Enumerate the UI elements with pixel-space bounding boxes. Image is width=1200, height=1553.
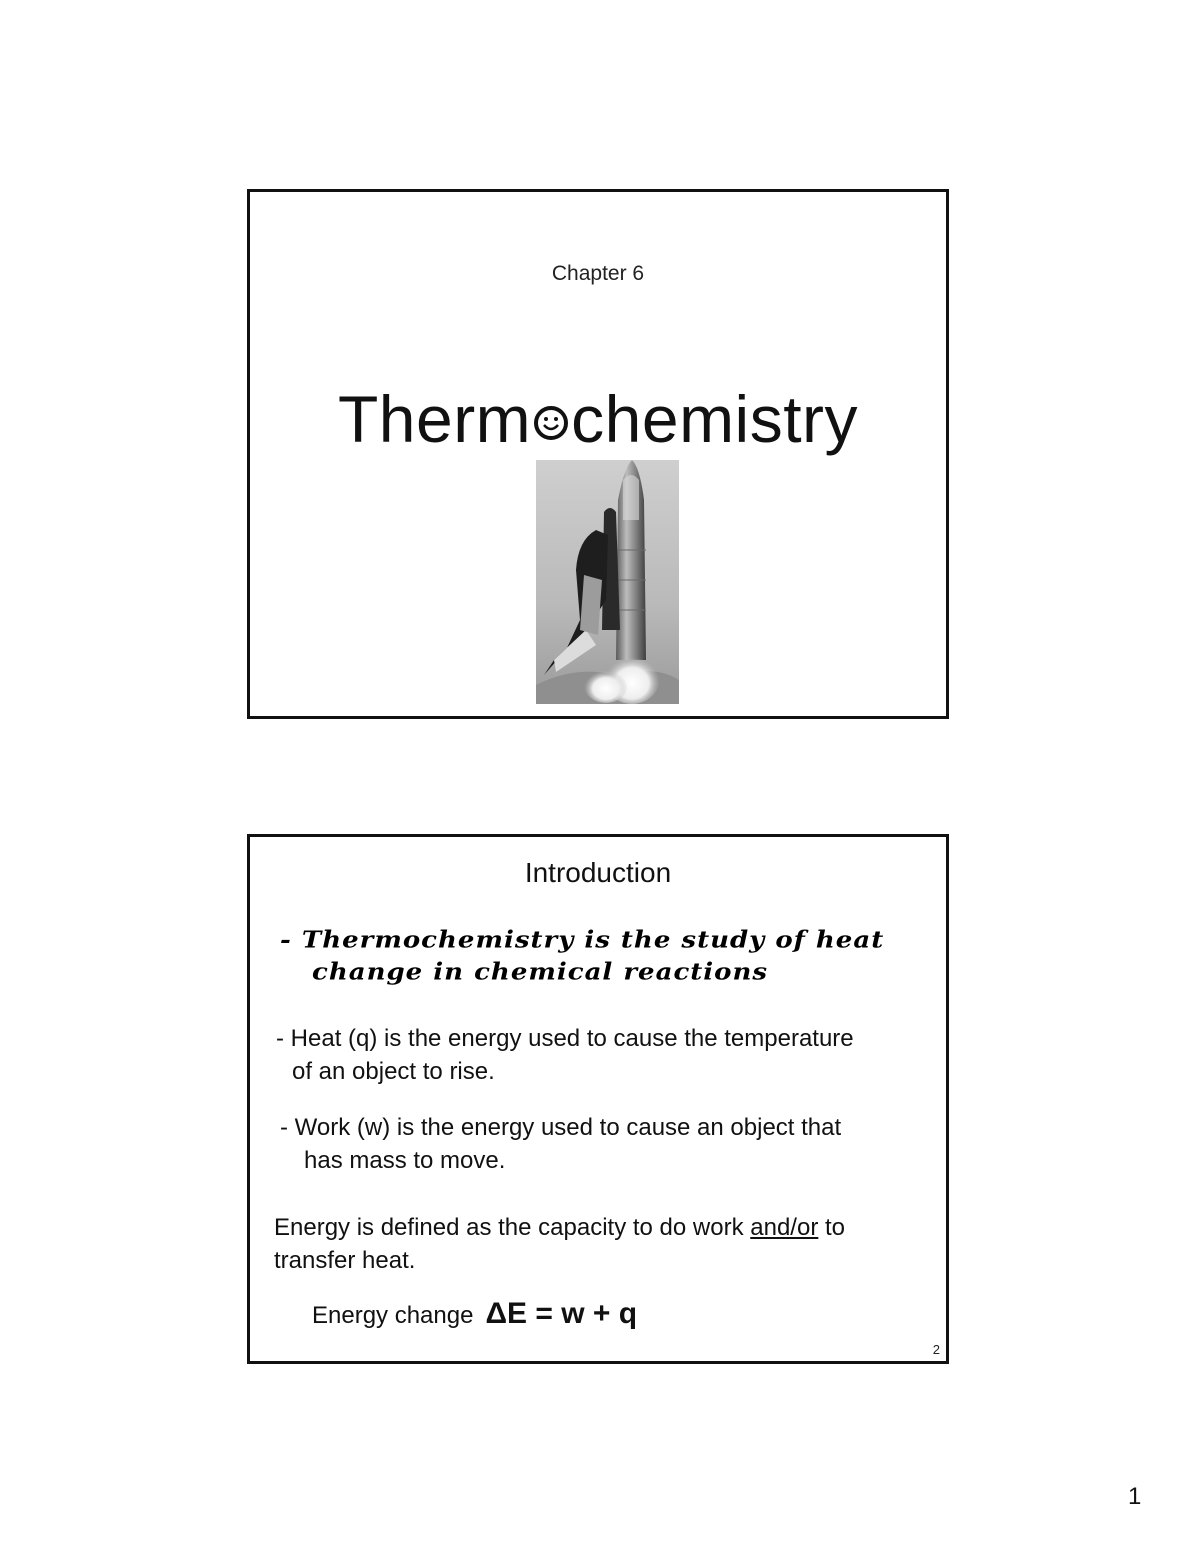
work-line-2: has mass to move. <box>304 1147 506 1174</box>
energy-def-after: to <box>818 1214 846 1241</box>
page-number: 1 <box>1128 1483 1142 1510</box>
energy-def-line-1 <box>274 1211 944 1244</box>
slide-number: 2 <box>932 1342 940 1357</box>
energy-change-label: Energy change <box>312 1302 474 1329</box>
energy-formula: ΔE = w + q <box>485 1297 638 1330</box>
work-line-1: - Work (w) is the energy used to cause an object that <box>280 1114 842 1141</box>
energy-def-underlined: and/or <box>750 1214 819 1241</box>
title-suffix: chemistry <box>571 382 859 456</box>
handwritten-line-1: - Thermochemistry is the study of heat <box>280 927 885 954</box>
introduction-heading: Introduction <box>524 857 672 888</box>
slide-introduction <box>247 834 949 1364</box>
heat-line-1: - Heat (q) is the energy used to cause the temperature <box>276 1025 854 1052</box>
heat-definition <box>276 1022 956 1088</box>
space-shuttle-image <box>536 460 679 704</box>
energy-def-before: Energy is defined as the capacity to do work <box>274 1214 751 1241</box>
slide-title-text <box>250 380 946 457</box>
handwritten-line-2: change in chemical reactions <box>312 959 769 986</box>
work-definition <box>280 1111 940 1177</box>
chapter-label: Chapter 6 <box>551 262 645 285</box>
title-prefix: Therm <box>337 382 532 456</box>
smiley-icon <box>533 380 569 416</box>
handwritten-note <box>280 927 900 1007</box>
energy-def-line-2: transfer heat. <box>274 1247 416 1274</box>
heat-line-2: of an object to rise. <box>292 1058 495 1085</box>
slide-title <box>247 189 949 719</box>
energy-definition <box>274 1211 944 1277</box>
energy-change-equation <box>312 1297 637 1331</box>
